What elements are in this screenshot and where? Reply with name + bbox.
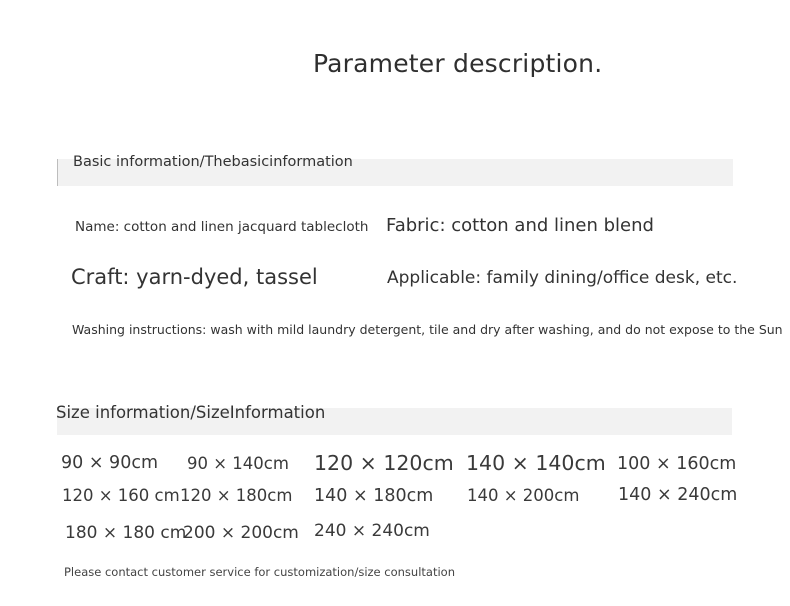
- size-option: 140 × 140cm: [466, 451, 606, 475]
- size-option: 200 × 200cm: [183, 523, 299, 543]
- customization-note: Please contact customer service for customization/size consultation: [64, 565, 455, 579]
- size-option: 120 × 120cm: [314, 451, 454, 475]
- basic-info-heading: Basic information/Thebasicinformation: [73, 154, 353, 170]
- product-fabric: Fabric: cotton and linen blend: [386, 215, 654, 236]
- product-name: Name: cotton and linen jacquard tablecloth: [75, 219, 369, 235]
- size-option: 140 × 200cm: [467, 486, 580, 505]
- size-option: 90 × 140cm: [187, 454, 289, 473]
- size-option: 240 × 240cm: [314, 521, 430, 541]
- product-applicable: Applicable: family dining/office desk, etc.: [387, 268, 738, 288]
- size-option: 140 × 240cm: [618, 485, 738, 505]
- washing-instructions: Washing instructions: wash with mild laundry detergent, tile and dry after washing, and do not expose to the Sun: [72, 322, 783, 337]
- size-option: 140 × 180cm: [314, 486, 434, 506]
- product-craft: Craft: yarn-dyed, tassel: [71, 265, 318, 289]
- size-option: 180 × 180 cm: [65, 523, 187, 543]
- size-option: 90 × 90cm: [61, 453, 158, 473]
- size-option: 120 × 180cm: [180, 486, 293, 505]
- size-option: 100 × 160cm: [617, 454, 737, 474]
- page-title: Parameter description.: [313, 49, 603, 78]
- size-info-heading: Size information/SizeInformation: [56, 403, 326, 422]
- size-option: 120 × 160 cm: [62, 486, 180, 505]
